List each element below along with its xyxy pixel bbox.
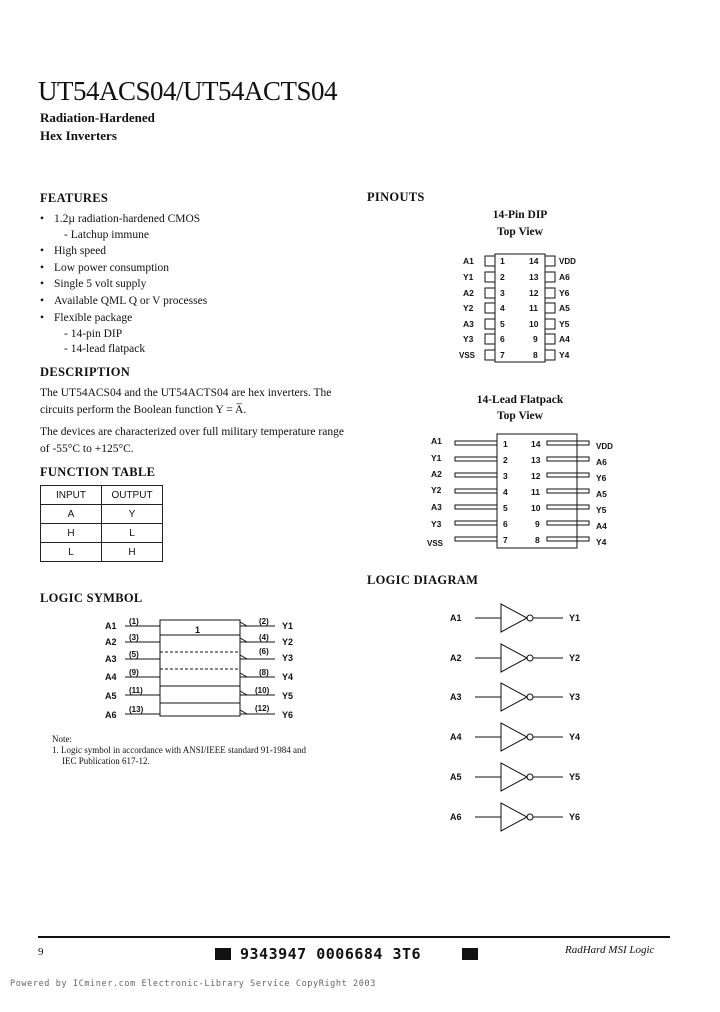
subtitle-line-2: Hex Inverters: [40, 128, 117, 143]
symbol-output-pin: (12): [255, 704, 270, 713]
svg-text:13: 13: [531, 455, 541, 465]
symbol-input-label: A5: [105, 691, 117, 701]
svg-text:A1: A1: [450, 613, 462, 623]
svg-text:Y6: Y6: [569, 812, 581, 822]
symbol-output-label: Y3: [282, 653, 294, 663]
svg-text:5: 5: [503, 503, 508, 513]
dip-right-pin: [529, 303, 570, 313]
symbol-output-label: Y4: [282, 672, 294, 682]
flatpack-right-pin: [531, 439, 613, 451]
symbol-input-label: A3: [105, 654, 117, 664]
symbol-input-pin: (5): [129, 650, 139, 659]
dip-title: [470, 207, 570, 241]
output-inversion-icon: [240, 638, 247, 642]
dip-left-pin: [463, 256, 505, 266]
dip-right-pin: [529, 319, 570, 329]
svg-text:4: 4: [500, 303, 505, 313]
output-inversion-icon: [240, 655, 247, 659]
description-paragraph-1: The UT54ACS04 and the UT54ACTS04 are hex inverters. The circuits perform the Boolean function Y = A̅.: [40, 387, 332, 416]
flatpack-left-pin: [431, 436, 508, 449]
function-table: [40, 485, 163, 562]
dip-right-pin: [529, 272, 570, 282]
dip-left-pin: [459, 350, 505, 360]
svg-text:6: 6: [503, 519, 508, 529]
svg-text:Y1: Y1: [463, 272, 474, 282]
barcode-block-left: [215, 948, 231, 960]
dip-left-pin: [463, 272, 505, 282]
note-line-2: IEC Publication 617-12.: [62, 756, 150, 766]
symbol-output-pin: (4): [259, 633, 269, 642]
flatpack-right-pin: [531, 487, 607, 499]
svg-text:Y4: Y4: [559, 350, 570, 360]
svg-text:A2: A2: [463, 288, 474, 298]
svg-text:A4: A4: [450, 732, 462, 742]
svg-text:A6: A6: [559, 272, 570, 282]
inverter-gate: [450, 683, 580, 711]
svg-text:A1: A1: [463, 256, 474, 266]
symbol-input-label: A4: [105, 672, 117, 682]
dip-left-pin: [463, 288, 505, 298]
svg-text:VDD: VDD: [596, 442, 613, 451]
features-heading: FEATURES: [40, 191, 109, 205]
svg-text:8: 8: [533, 350, 538, 360]
dip-left-pin: [463, 334, 505, 344]
logic-diagram: [445, 598, 595, 834]
symbol-output-label: Y2: [282, 637, 294, 647]
svg-text:Y5: Y5: [596, 505, 607, 515]
svg-text:4: 4: [503, 487, 508, 497]
symbol-output-label: Y1: [282, 621, 294, 631]
flatpack-title: [455, 392, 585, 424]
svg-text:1: 1: [503, 439, 508, 449]
flatpack-left-pin: [431, 453, 508, 465]
feature-item: • Flexible package - 14-pin DIP - 14-lead flatpack: [40, 311, 146, 355]
feature-item: • Available QML Q or V processes: [40, 295, 208, 308]
dip-left-pin: [463, 303, 505, 313]
inverter-gate: [450, 604, 580, 632]
svg-text:14: 14: [529, 256, 539, 266]
header-cell: INPUT: [41, 486, 102, 505]
flatpack-right-pin: [535, 535, 607, 547]
inverter-gate: [450, 763, 580, 791]
svg-text:A3: A3: [463, 319, 474, 329]
inverter-gate: [450, 803, 580, 831]
symbol-output-pin: (10): [255, 686, 270, 695]
dip-title-line-1: 14-Pin DIP: [492, 209, 548, 221]
svg-text:3: 3: [500, 288, 505, 298]
features-list: [40, 211, 340, 357]
svg-text:13: 13: [529, 272, 539, 282]
flatpack-title-line-1: 14-Lead Flatpack: [476, 394, 564, 406]
svg-text:A5: A5: [559, 303, 570, 313]
svg-text:Y1: Y1: [431, 453, 442, 463]
svg-text:12: 12: [529, 288, 539, 298]
feature-item: • High speed: [40, 244, 107, 257]
output-inversion-icon: [240, 691, 247, 695]
svg-text:A4: A4: [559, 334, 570, 344]
footer-rule: [38, 936, 670, 938]
symbol-input-pin: (13): [129, 705, 144, 714]
flatpack-pinout-diagram: [425, 432, 620, 552]
svg-text:A3: A3: [431, 502, 442, 512]
symbol-input-label: A2: [105, 637, 117, 647]
symbol-output-pin: (8): [259, 668, 269, 677]
svg-text:10: 10: [529, 319, 539, 329]
svg-text:A3: A3: [450, 692, 462, 702]
svg-text:VSS: VSS: [427, 539, 444, 548]
svg-text:Y1: Y1: [569, 613, 581, 623]
note-title: Note:: [52, 734, 72, 744]
svg-text:14: 14: [531, 439, 541, 449]
document-subtitle: [40, 109, 155, 145]
svg-text:A5: A5: [450, 772, 462, 782]
flatpack-left-pin: [427, 535, 508, 548]
flatpack-right-pin: [531, 503, 607, 515]
flatpack-right-pin: [531, 455, 607, 467]
pinouts-heading: PINOUTS: [367, 190, 425, 204]
dip-pinout-diagram: [455, 250, 585, 368]
svg-text:VDD: VDD: [559, 257, 576, 266]
dip-title-line-2: Top View: [497, 226, 543, 238]
svg-text:Y4: Y4: [596, 537, 607, 547]
svg-text:7: 7: [503, 535, 508, 545]
svg-text:9: 9: [533, 334, 538, 344]
function-table-heading: FUNCTION TABLE: [40, 465, 156, 479]
svg-text:11: 11: [531, 487, 540, 497]
symbol-input-pin: (1): [129, 617, 139, 626]
table-row: L H: [41, 543, 163, 562]
flatpack-right-pin: [535, 519, 607, 531]
svg-text:9: 9: [535, 519, 540, 529]
output-inversion-icon: [240, 622, 247, 626]
logic-diagram-heading: LOGIC DIAGRAM: [367, 573, 479, 587]
svg-text:Y3: Y3: [431, 519, 442, 529]
description-heading: DESCRIPTION: [40, 365, 131, 379]
symbol-output-label: Y5: [282, 691, 294, 701]
logic-symbol-diagram: [95, 612, 310, 724]
svg-text:Y5: Y5: [559, 319, 570, 329]
symbol-input-pin: (11): [129, 686, 143, 695]
symbol-output-label: Y6: [282, 710, 294, 720]
symbol-output-pin: (6): [259, 647, 269, 656]
svg-text:7: 7: [500, 350, 505, 360]
svg-text:Y2: Y2: [569, 653, 581, 663]
page-number: 9: [38, 946, 44, 958]
feature-item: • Single 5 volt supply: [40, 278, 147, 291]
brand-label: RadHard MSI Logic: [565, 944, 655, 956]
svg-text:5: 5: [500, 319, 505, 329]
barcode-block-right: [462, 948, 478, 960]
symbol-input-label: A6: [105, 710, 117, 720]
dip-right-pin: [533, 350, 570, 360]
svg-text:A4: A4: [596, 521, 607, 531]
symbol-input-pin: (9): [129, 668, 139, 677]
svg-text:11: 11: [529, 303, 538, 313]
output-inversion-icon: [240, 710, 247, 714]
flatpack-left-pin: [431, 519, 508, 529]
inverter-gate: [450, 644, 580, 672]
flatpack-left-pin: [431, 485, 508, 497]
header-cell: Y: [102, 505, 163, 524]
svg-text:3: 3: [503, 471, 508, 481]
svg-text:10: 10: [531, 503, 541, 513]
svg-text:2: 2: [500, 272, 505, 282]
symbol-input-pin: (3): [129, 633, 139, 642]
feature-item: • Low power consumption: [40, 261, 169, 274]
dip-left-pin: [463, 319, 505, 329]
svg-text:A6: A6: [450, 812, 462, 822]
svg-text:6: 6: [500, 334, 505, 344]
watermark: Powered by ICminer.com Electronic-Library Service CopyRight 2003: [10, 979, 376, 989]
block-label: 1: [195, 625, 201, 635]
svg-text:A5: A5: [596, 489, 607, 499]
dip-right-pin: [529, 256, 576, 266]
svg-text:Y4: Y4: [569, 732, 581, 742]
subtitle-line-1: Radiation-Hardened: [40, 110, 155, 125]
svg-text:A2: A2: [431, 469, 442, 479]
logic-symbol-heading: LOGIC SYMBOL: [40, 591, 143, 605]
svg-text:Y3: Y3: [463, 334, 474, 344]
symbol-output-pin: (2): [259, 617, 269, 626]
svg-text:8: 8: [535, 535, 540, 545]
inverter-gate: [450, 723, 580, 751]
flatpack-left-pin: [431, 469, 508, 481]
table-row: H L: [41, 524, 163, 543]
header-cell: A: [41, 505, 102, 524]
feature-item: • 1.2µ radiation-hardened CMOS - Latchup immune: [40, 213, 201, 241]
svg-text:A6: A6: [596, 457, 607, 467]
symbol-input-label: A1: [105, 621, 117, 631]
svg-text:12: 12: [531, 471, 541, 481]
document-title: UT54ACS04/UT54ACTS04: [38, 76, 338, 106]
svg-text:2: 2: [503, 455, 508, 465]
svg-text:Y3: Y3: [569, 692, 581, 702]
svg-text:1: 1: [500, 256, 505, 266]
flatpack-left-pin: [431, 502, 508, 513]
svg-text:Y6: Y6: [559, 288, 570, 298]
svg-text:A1: A1: [431, 436, 442, 446]
note-line-1: 1. Logic symbol in accordance with ANSI/IEEE standard 91-1984 and: [52, 745, 306, 755]
barcode-text: 9343947 0006684 3T6: [240, 945, 422, 963]
svg-text:VSS: VSS: [459, 351, 476, 360]
flatpack-right-pin: [531, 471, 607, 483]
dip-right-pin: [529, 288, 570, 298]
output-inversion-icon: [240, 673, 247, 677]
svg-text:Y2: Y2: [463, 303, 474, 313]
svg-text:Y6: Y6: [596, 473, 607, 483]
header-cell: OUTPUT: [102, 486, 163, 505]
dip-right-pin: [533, 334, 570, 344]
svg-text:A2: A2: [450, 653, 462, 663]
flatpack-title-line-2: Top View: [497, 410, 543, 422]
svg-text:Y5: Y5: [569, 772, 581, 782]
description-paragraph-2: The devices are characterized over full military temperature range of -55°C to +125°C.: [40, 426, 344, 455]
svg-text:Y2: Y2: [431, 485, 442, 495]
